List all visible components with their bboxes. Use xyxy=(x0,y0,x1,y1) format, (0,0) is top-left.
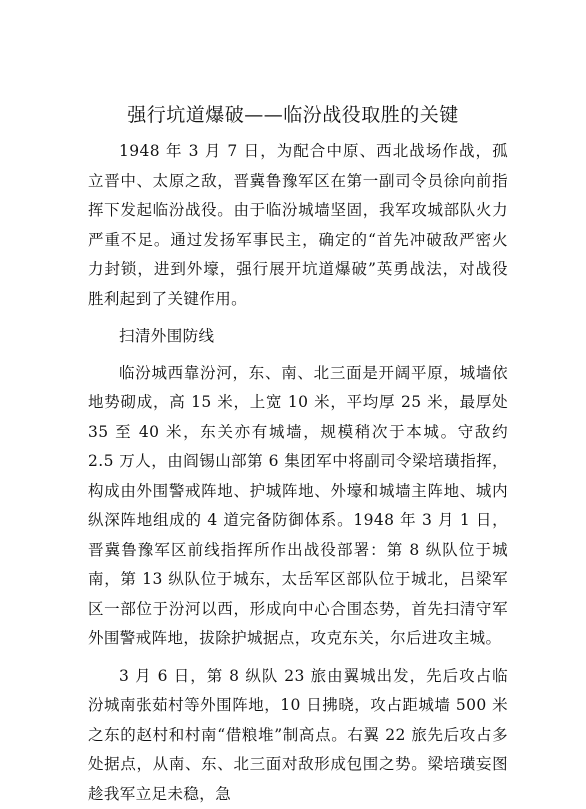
intro-paragraph: 1948 年 3 月 7 日，为配合中原、西北战场作战，孤立晋中、太原之敌，晋冀鲁豫军区在第一副司令员徐向前指挥下发起临汾战役。由于临汾城墙坚固，我军攻城部队火力严重不足。通过发扬军事民主，确定的“首先冲破敌严密火力封锁，进到外壕，强行展开坑道爆破”英勇战法，对战役胜利起到了关键作用。 xyxy=(88,137,508,314)
section-paragraph: 临汾城西靠汾河，东、南、北三面是开阔平原，城墙依地势砌成，高 15 米，上宽 10 米，平均厚 25 米，最厚处 35 至 40 米，东关亦有城墙，规模稍次于本城。守敌约 2.5 万人，由阎锡山部第 6 集团军中将副司令梁培璜指挥，构成由外围警戒阵地、护城阵地、外壕和城墙主阵地、城内纵深阵地组成的 4 道完备防御体系。1948 年 3 月 1 日，晋冀鲁豫军区前线指挥所作出战役部署：第 8 纵队位于城南，第 13 纵队位于城东，太岳军区部队位于城北，吕梁军区一部位于汾河以西，形成向中心合围态势，首先扫清守军外围警戒阵地，拔除护城据点，攻克东关，尔后进攻主城。 xyxy=(88,359,508,654)
section-heading: 扫清外围防线 xyxy=(88,322,508,352)
document-title: 强行坑道爆破——临汾战役取胜的关键 xyxy=(0,103,586,127)
section-paragraph: 3 月 6 日，第 8 纵队 23 旅由翼城出发，先后攻占临汾城南张茹村等外围阵地，10 日拂晓，攻占距城墙 500 米之东的赵村和村南“借粮堆”制高点。右翼 22 旅先后攻占多处据点，从南、东、北三面对敌形成包围之势。梁培璜妄图趁我军立足未稳，急 xyxy=(88,662,508,809)
document-body xyxy=(88,137,508,809)
